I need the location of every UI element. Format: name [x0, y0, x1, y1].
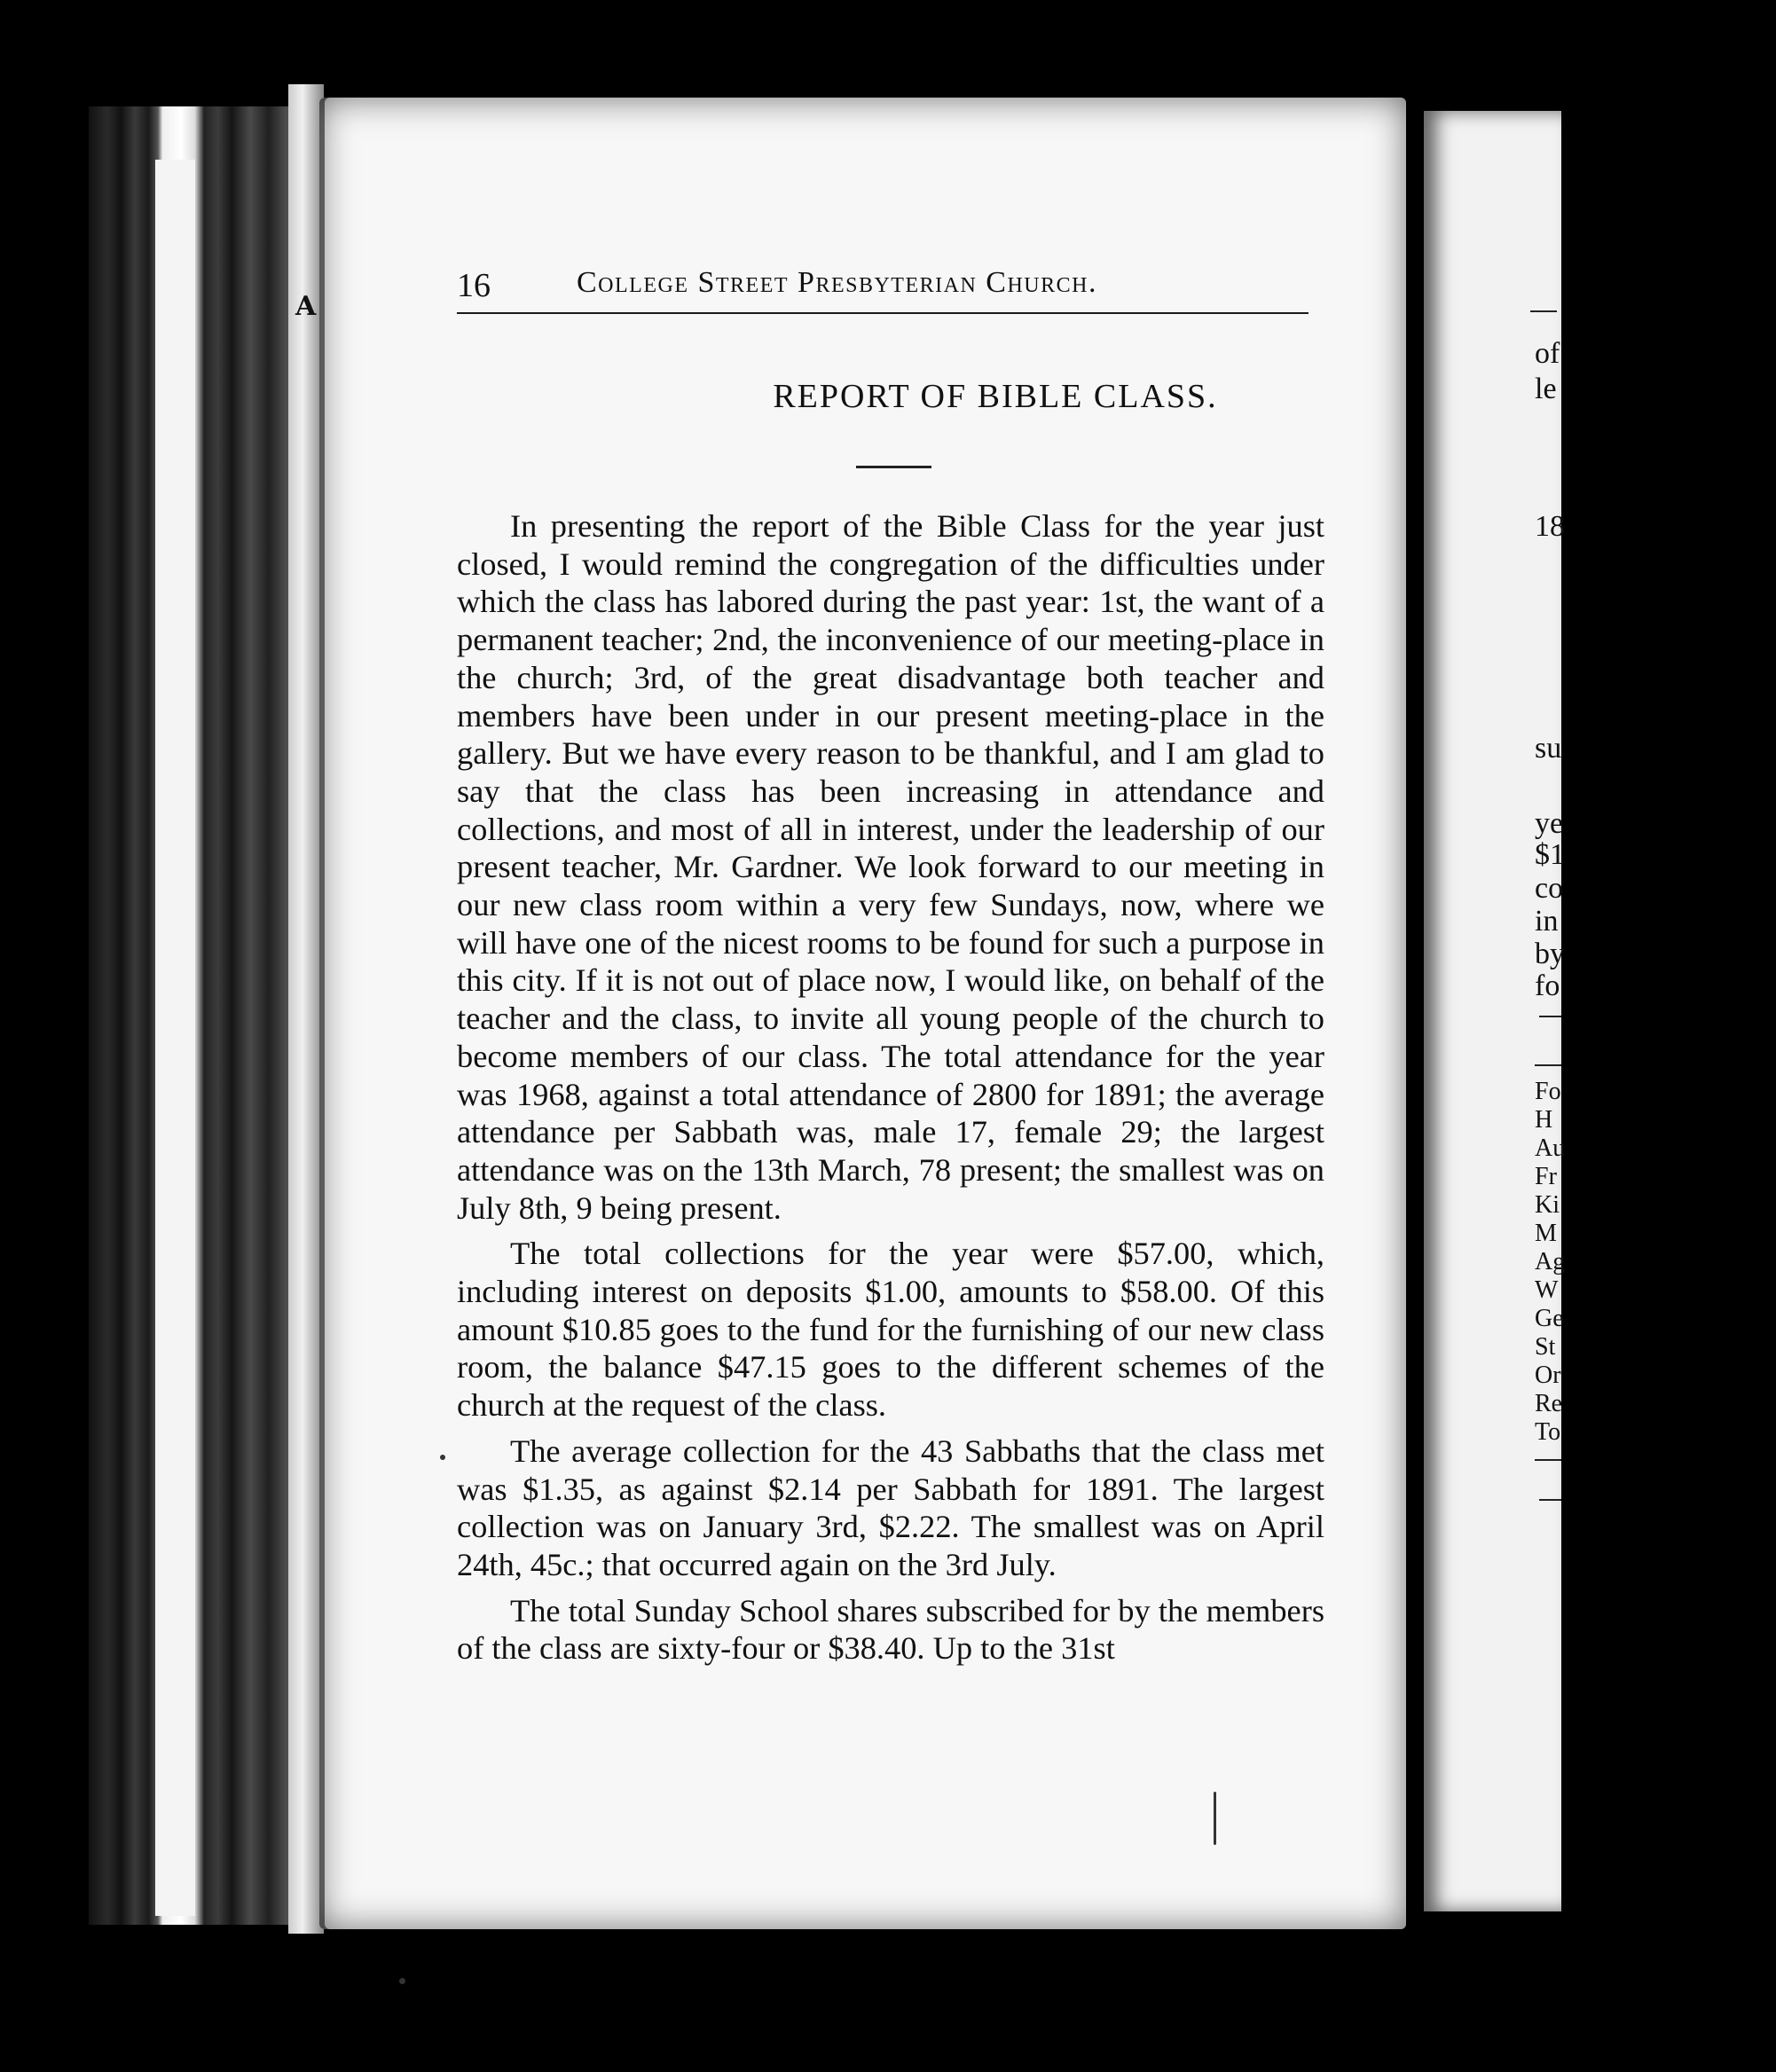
facing-fragment: Ki: [1535, 1191, 1560, 1219]
facing-fragment: by: [1535, 938, 1565, 970]
paragraph-collections: The total collections for the year were $57.00, which, including interest on deposits $1.00, amounts to $58.00. Of this amount $10.85 goes to the fund for the furnishing of our new class room, the balance $47.15 goes to the different schemes of the church at the request of the class.: [457, 1236, 1324, 1424]
facing-fragment: St: [1535, 1333, 1556, 1361]
facing-fragment: Ag: [1535, 1248, 1566, 1275]
facing-page-rule: [1535, 1064, 1561, 1066]
paragraph-shares: The total Sunday School shares subscribed for by the members of the class are sixty-four or $38.40. Up to the 31st: [457, 1592, 1324, 1667]
facing-page-rule: [1539, 1499, 1561, 1501]
facing-page-rule: [1539, 1016, 1561, 1017]
facing-fragment: Fr: [1535, 1163, 1557, 1190]
facing-fragment: co: [1535, 872, 1564, 905]
facing-fragment: Re: [1535, 1390, 1563, 1417]
page-edge-highlight: [155, 160, 195, 1916]
facing-fragment: To: [1535, 1418, 1561, 1446]
facing-fragment: in: [1535, 905, 1559, 938]
facing-fragment: Au: [1535, 1134, 1566, 1162]
facing-fragment: Or: [1535, 1362, 1561, 1389]
page-gutter: [288, 84, 324, 1934]
report-body: [457, 507, 1324, 1676]
facing-fragment: ye: [1535, 807, 1564, 840]
facing-page-rule: [1530, 310, 1557, 312]
ink-mark: [1214, 1792, 1216, 1845]
facing-fragment: le: [1535, 373, 1557, 405]
left-edge-fragment: A: [295, 291, 317, 322]
facing-page-rule: [1535, 1459, 1561, 1461]
facing-page: [1424, 111, 1566, 1911]
page-number: 16: [457, 267, 491, 304]
paragraph-attendance: In presenting the report of the Bible Class for the year just closed, I would remind the congregation of the difficulties under which the class has labored during the past year: 1st, the want of a permanent teacher; 2nd, the inconvenience of our meeting-place in the church; 3rd, of the great disadvantage both teacher and members have been under in our present meeting-place in the gallery. But we have every reason to be thankful, and I am glad to say that the class has been increasing in attendance and collections, and most of all in interest, under the leadership of our present teacher, Mr. Gardner. We look forward to our meeting in our new class room within a very few Sundays, now, where we will have one of the nicest rooms to be found for such a purpose in this city. If it is not out of place now, I would like, on behalf of the teacher and the class, to invite all young people of the church to become members of our class. The total attendance for the year was 1968, against a total attendance of 2800 for 1891; the average attendance per Sabbath was, male 17, female 29; the largest attendance was on the 13th March, 78 present; the smallest was on July 8th, 9 being present.: [457, 508, 1324, 1226]
facing-fragment: Ge: [1535, 1305, 1564, 1332]
running-head: College Street Presbyterian Church.: [577, 266, 1097, 299]
ink-speck: [440, 1455, 445, 1460]
facing-fragment: H: [1535, 1106, 1553, 1134]
page-header: [457, 266, 1308, 314]
section-title: REPORT OF BIBLE CLASS.: [773, 378, 1218, 415]
facing-fragment: su: [1535, 732, 1562, 765]
facing-fragment: Fo: [1535, 1078, 1561, 1105]
facing-fragment: 18: [1535, 510, 1565, 543]
facing-fragment: of: [1535, 337, 1560, 370]
paragraph-average-collection: The average collection for the 43 Sabbaths that the class met was $1.35, as against $2.14 per Sabbath for 1891. The largest collection was on January 3rd, $2.22. The smallest was on April 24th, 45c.; that occurred again on the 3rd July.: [457, 1432, 1324, 1582]
title-rule: [856, 466, 931, 468]
facing-fragment: $1: [1535, 838, 1565, 871]
facing-fragment: fo: [1535, 969, 1560, 1002]
facing-fragment: W: [1535, 1276, 1559, 1304]
facing-fragment: M: [1535, 1220, 1557, 1247]
ink-speck: [399, 1978, 405, 1984]
